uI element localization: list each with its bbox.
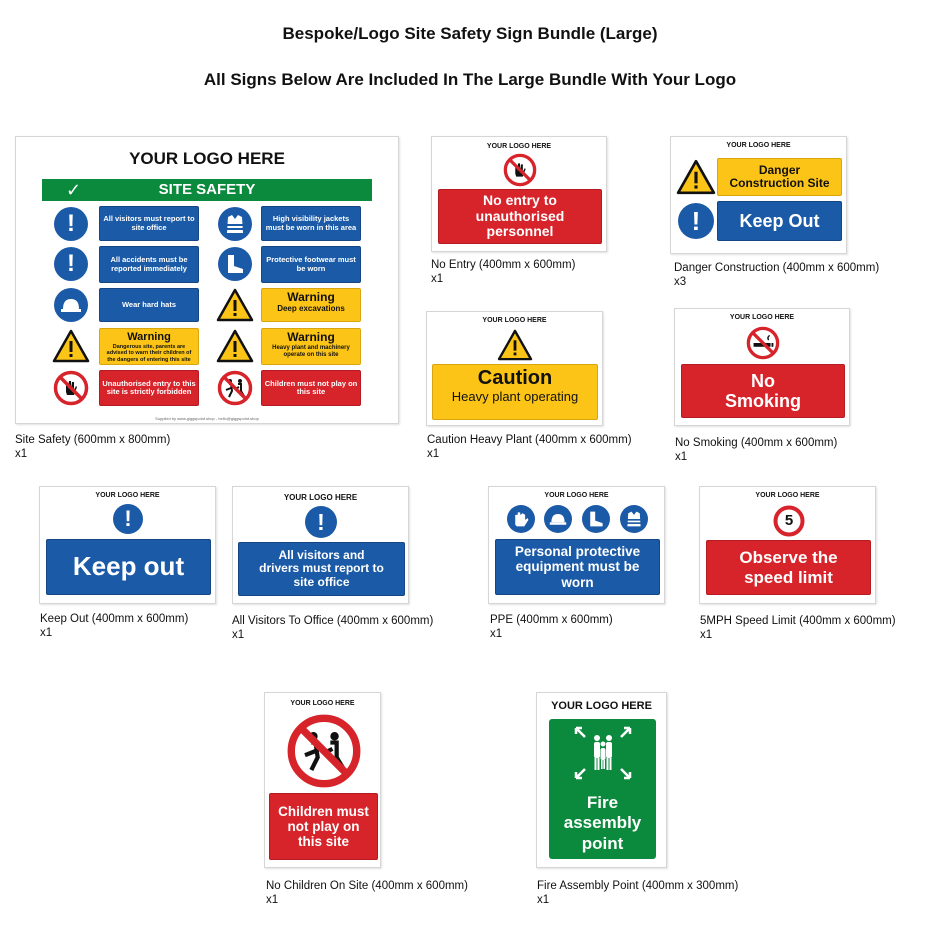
sub-sign-visitors: All visitors must report to site office xyxy=(99,206,199,241)
exclamation-icon: ! xyxy=(305,506,337,538)
caption-danger-construction xyxy=(674,261,879,289)
sub-sign-hard-hats: Wear hard hats xyxy=(99,288,199,322)
no-children-sign[interactable] xyxy=(264,692,381,868)
no-children-panel: Children must not play on this site xyxy=(269,793,378,860)
sub-sign-footwear: Protective footwear must be worn xyxy=(261,246,361,283)
no-children-icon xyxy=(217,370,253,406)
caption-qty: x1 xyxy=(266,894,279,906)
logo-placeholder: YOUR LOGO HERE xyxy=(551,700,652,712)
logo-placeholder: YOUR LOGO HERE xyxy=(729,314,795,321)
sub-sign-warning-plant: Warning Heavy plant and machinery operate on this site xyxy=(261,328,361,365)
caution-heavy-plant-sign[interactable] xyxy=(426,311,603,426)
speed-limit-panel: Observe the speed limit xyxy=(706,540,871,595)
sub-sign-accidents: All accidents must be reported immediately xyxy=(99,246,199,283)
caption-name: No Children On Site (400mm x 600mm) xyxy=(266,880,468,892)
no-smoking-sign[interactable] xyxy=(674,308,850,426)
logo-placeholder: YOUR LOGO HERE xyxy=(486,143,552,150)
logo-placeholder: YOUR LOGO HERE xyxy=(290,700,355,707)
caption-name: 5MPH Speed Limit (400mm x 600mm) xyxy=(700,615,896,627)
caption-name: No Entry (400mm x 600mm) xyxy=(431,259,576,271)
caption-name: Site Safety (600mm x 800mm) xyxy=(15,434,171,446)
warning-triangle-icon xyxy=(52,329,90,363)
logo-placeholder: YOUR LOGO HERE xyxy=(482,317,547,324)
fire-assembly-text: Fire assembly point xyxy=(563,793,642,853)
hi-vis-jacket-icon xyxy=(218,207,252,241)
caption-speed-limit xyxy=(700,614,896,642)
all-visitors-sign[interactable] xyxy=(232,486,409,604)
exclamation-icon: ! xyxy=(54,247,88,281)
logo-placeholder: YOUR LOGO HERE xyxy=(755,492,820,499)
hard-hat-icon xyxy=(54,288,88,322)
no-entry-sign[interactable] xyxy=(431,136,607,252)
no-children-icon xyxy=(286,713,362,789)
check-icon: ✓ xyxy=(66,180,82,200)
caption-no-entry xyxy=(431,258,575,286)
caption-site-safety xyxy=(15,433,170,461)
caption-qty: x1 xyxy=(675,451,688,463)
warning-triangle-icon xyxy=(497,329,533,361)
caption-qty: x1 xyxy=(427,448,440,460)
caption-keep-out xyxy=(40,612,188,640)
ppe-panel: Personal protective equipment must be worn xyxy=(495,539,660,595)
caption-qty: x1 xyxy=(232,629,245,641)
all-visitors-panel: All visitors and drivers must report to site office xyxy=(238,542,405,596)
caption-no-children xyxy=(266,879,468,907)
keep-out-sign[interactable] xyxy=(39,486,216,604)
logo-placeholder: YOUR LOGO HERE xyxy=(129,149,285,168)
no-entry-hand-icon xyxy=(503,153,537,187)
caption-name: PPE (400mm x 600mm) xyxy=(490,614,613,626)
caption-no-smoking xyxy=(675,436,837,464)
sub-sign-warning-parents: Warning Dangerous site, parents are advised to warn their children of the dangers of entering this site xyxy=(99,328,199,365)
gloves-icon xyxy=(507,505,535,533)
sub-sign-children: Children must not play on this site xyxy=(261,370,361,406)
exclamation-icon: ! xyxy=(113,504,143,534)
caption-qty: x1 xyxy=(15,448,28,460)
sub-sign-unauthorised: Unauthorised entry to this site is strictly forbidden xyxy=(99,370,199,406)
fire-assembly-panel xyxy=(549,719,656,859)
caption-qty: x1 xyxy=(40,627,53,639)
caption-name: Danger Construction (400mm x 600mm) xyxy=(674,262,880,274)
caption-name: All Visitors To Office (400mm x 600mm) xyxy=(232,615,434,627)
site-safety-header xyxy=(42,179,372,201)
caption-qty: x1 xyxy=(537,894,550,906)
safety-boots-icon xyxy=(218,247,252,281)
caption-name: Fire Assembly Point (400mm x 300mm) xyxy=(537,880,739,892)
logo-placeholder: YOUR LOGO HERE xyxy=(544,492,609,499)
caption-name: No Smoking (400mm x 600mm) xyxy=(675,437,838,449)
fire-assembly-sign[interactable] xyxy=(536,692,667,868)
hard-hat-icon xyxy=(544,505,572,533)
caption-name: Caution Heavy Plant (400mm x 600mm) xyxy=(427,434,632,446)
caution-panel: Caution Heavy plant operating xyxy=(432,364,598,420)
no-entry-hand-icon xyxy=(53,370,89,406)
speed-limit-sign[interactable] xyxy=(699,486,876,604)
safety-boots-icon xyxy=(582,505,610,533)
danger-panel: Danger Construction Site xyxy=(717,158,842,196)
caption-all-visitors xyxy=(232,614,433,642)
sub-sign-warning-excavations: Warning Deep excavations xyxy=(261,288,361,322)
site-safety-header-text: SITE SAFETY xyxy=(158,181,256,198)
caption-qty: x1 xyxy=(490,628,503,640)
caption-name: Keep Out (400mm x 600mm) xyxy=(40,613,189,625)
danger-construction-sign[interactable] xyxy=(670,136,847,254)
page-title: Bespoke/Logo Site Safety Sign Bundle (Large) xyxy=(282,24,658,43)
keep-out-panel: Keep Out xyxy=(717,201,842,241)
logo-placeholder: YOUR LOGO HERE xyxy=(95,492,160,499)
speed-limit-number: 5 xyxy=(784,512,794,529)
page-subtitle: All Signs Below Are Included In The Large Bundle With Your Logo xyxy=(203,70,737,89)
caption-qty: x1 xyxy=(700,629,713,641)
assembly-point-icon xyxy=(573,725,633,781)
site-safety-sign[interactable] xyxy=(15,136,399,424)
ppe-sign[interactable] xyxy=(488,486,665,604)
no-smoking-panel: No Smoking xyxy=(681,364,845,418)
exclamation-icon: ! xyxy=(678,203,714,239)
caption-qty: x3 xyxy=(674,276,687,288)
caption-qty: x1 xyxy=(431,273,444,285)
caption-fire-assembly xyxy=(537,879,738,907)
exclamation-icon: ! xyxy=(54,207,88,241)
keep-out-panel: Keep out xyxy=(46,539,211,595)
sub-sign-hi-vis: High visibility jackets must be worn in this area xyxy=(261,206,361,241)
no-smoking-icon xyxy=(746,326,780,360)
supplier-line: Supplied by www.giggspoint.shop - hello@giggspoint.shop xyxy=(155,416,259,421)
warning-triangle-icon xyxy=(216,288,254,322)
hi-vis-jacket-icon xyxy=(620,505,648,533)
logo-placeholder: YOUR LOGO HERE xyxy=(726,142,791,149)
warning-triangle-icon xyxy=(676,159,716,195)
logo-placeholder: YOUR LOGO HERE xyxy=(283,493,358,502)
warning-triangle-icon xyxy=(216,329,254,363)
caption-ppe xyxy=(490,613,613,641)
no-entry-panel: No entry to unauthorised personnel xyxy=(438,189,602,244)
caption-caution-heavy-plant xyxy=(427,433,632,461)
